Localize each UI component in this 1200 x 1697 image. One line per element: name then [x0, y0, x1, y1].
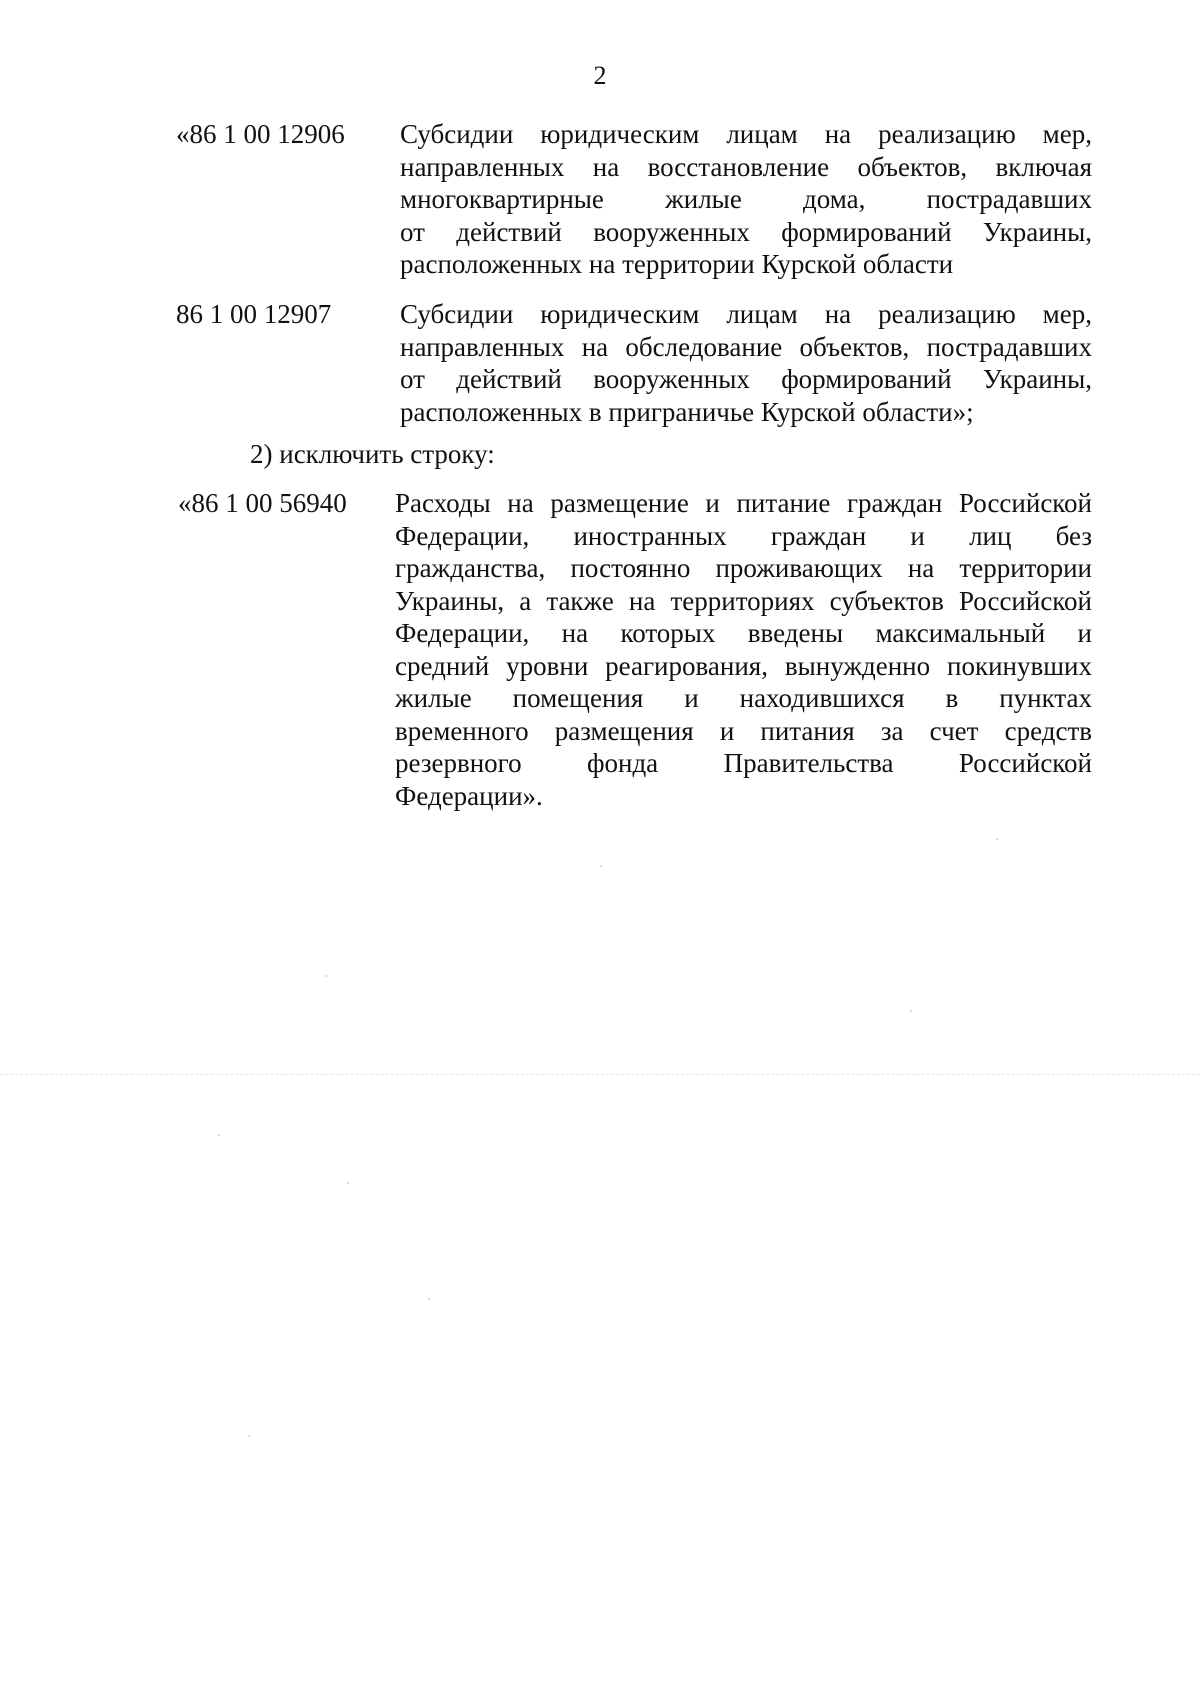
description-line: Украины, а также на территориях субъектов Российской: [395, 585, 1092, 616]
description-line: жилые помещения и находившихся в пунктах: [395, 683, 1092, 713]
scan-artifact-line: [0, 1074, 1200, 1075]
description-line: многоквартирные жилые дома, пострадавших: [400, 184, 1092, 214]
description-line: направленных на обследование объектов, пострадавших: [400, 331, 1092, 362]
description-line: Расходы на размещение и питание граждан Российской: [395, 488, 1092, 518]
description-line: Федерации».: [395, 780, 543, 811]
entry-code: 86 1 00 12907: [176, 299, 332, 329]
entry-description: [395, 487, 1092, 812]
entry-description: [400, 298, 1092, 428]
description-line: расположенных в приграничье Курской области»;: [400, 396, 974, 427]
entry-description: [400, 118, 1092, 281]
description-line: направленных на восстановление объектов, включая: [400, 151, 1092, 182]
description-line: от действий вооруженных формирований Украины,: [400, 216, 1092, 247]
description-line: Федерации, на которых введены максимальный и: [395, 618, 1092, 648]
description-line: расположенных на территории Курской области: [400, 249, 954, 279]
instruction-text: 2) исключить строку:: [250, 439, 495, 469]
description-line: средний уровни реагирования, вынужденно покинувших: [395, 650, 1092, 681]
description-line: гражданства, постоянно проживающих на территории: [395, 553, 1092, 583]
description-line: Субсидии юридическим лицам на реализацию мер,: [400, 119, 1092, 149]
entry-code: «86 1 00 56940: [178, 488, 347, 518]
scan-speck: [428, 1298, 430, 1300]
description-line: резервного фонда Правительства Российской: [395, 748, 1092, 778]
scan-speck: [248, 1435, 250, 1437]
description-line: от действий вооруженных формирований Украины,: [400, 364, 1092, 394]
scan-speck: [218, 1134, 220, 1136]
scan-speck: [347, 1182, 349, 1184]
description-line: временного размещения и питания за счет средств: [395, 715, 1092, 746]
scan-speck: [325, 975, 327, 977]
description-line: Субсидии юридическим лицам на реализацию мер,: [400, 299, 1092, 329]
page-number: 2: [593, 61, 607, 90]
entry-code: «86 1 00 12906: [176, 119, 345, 149]
scan-speck: [996, 838, 998, 840]
description-line: Федерации, иностранных граждан и лиц без: [395, 520, 1092, 551]
scan-speck: [910, 1010, 912, 1012]
scan-speck: [600, 865, 602, 867]
